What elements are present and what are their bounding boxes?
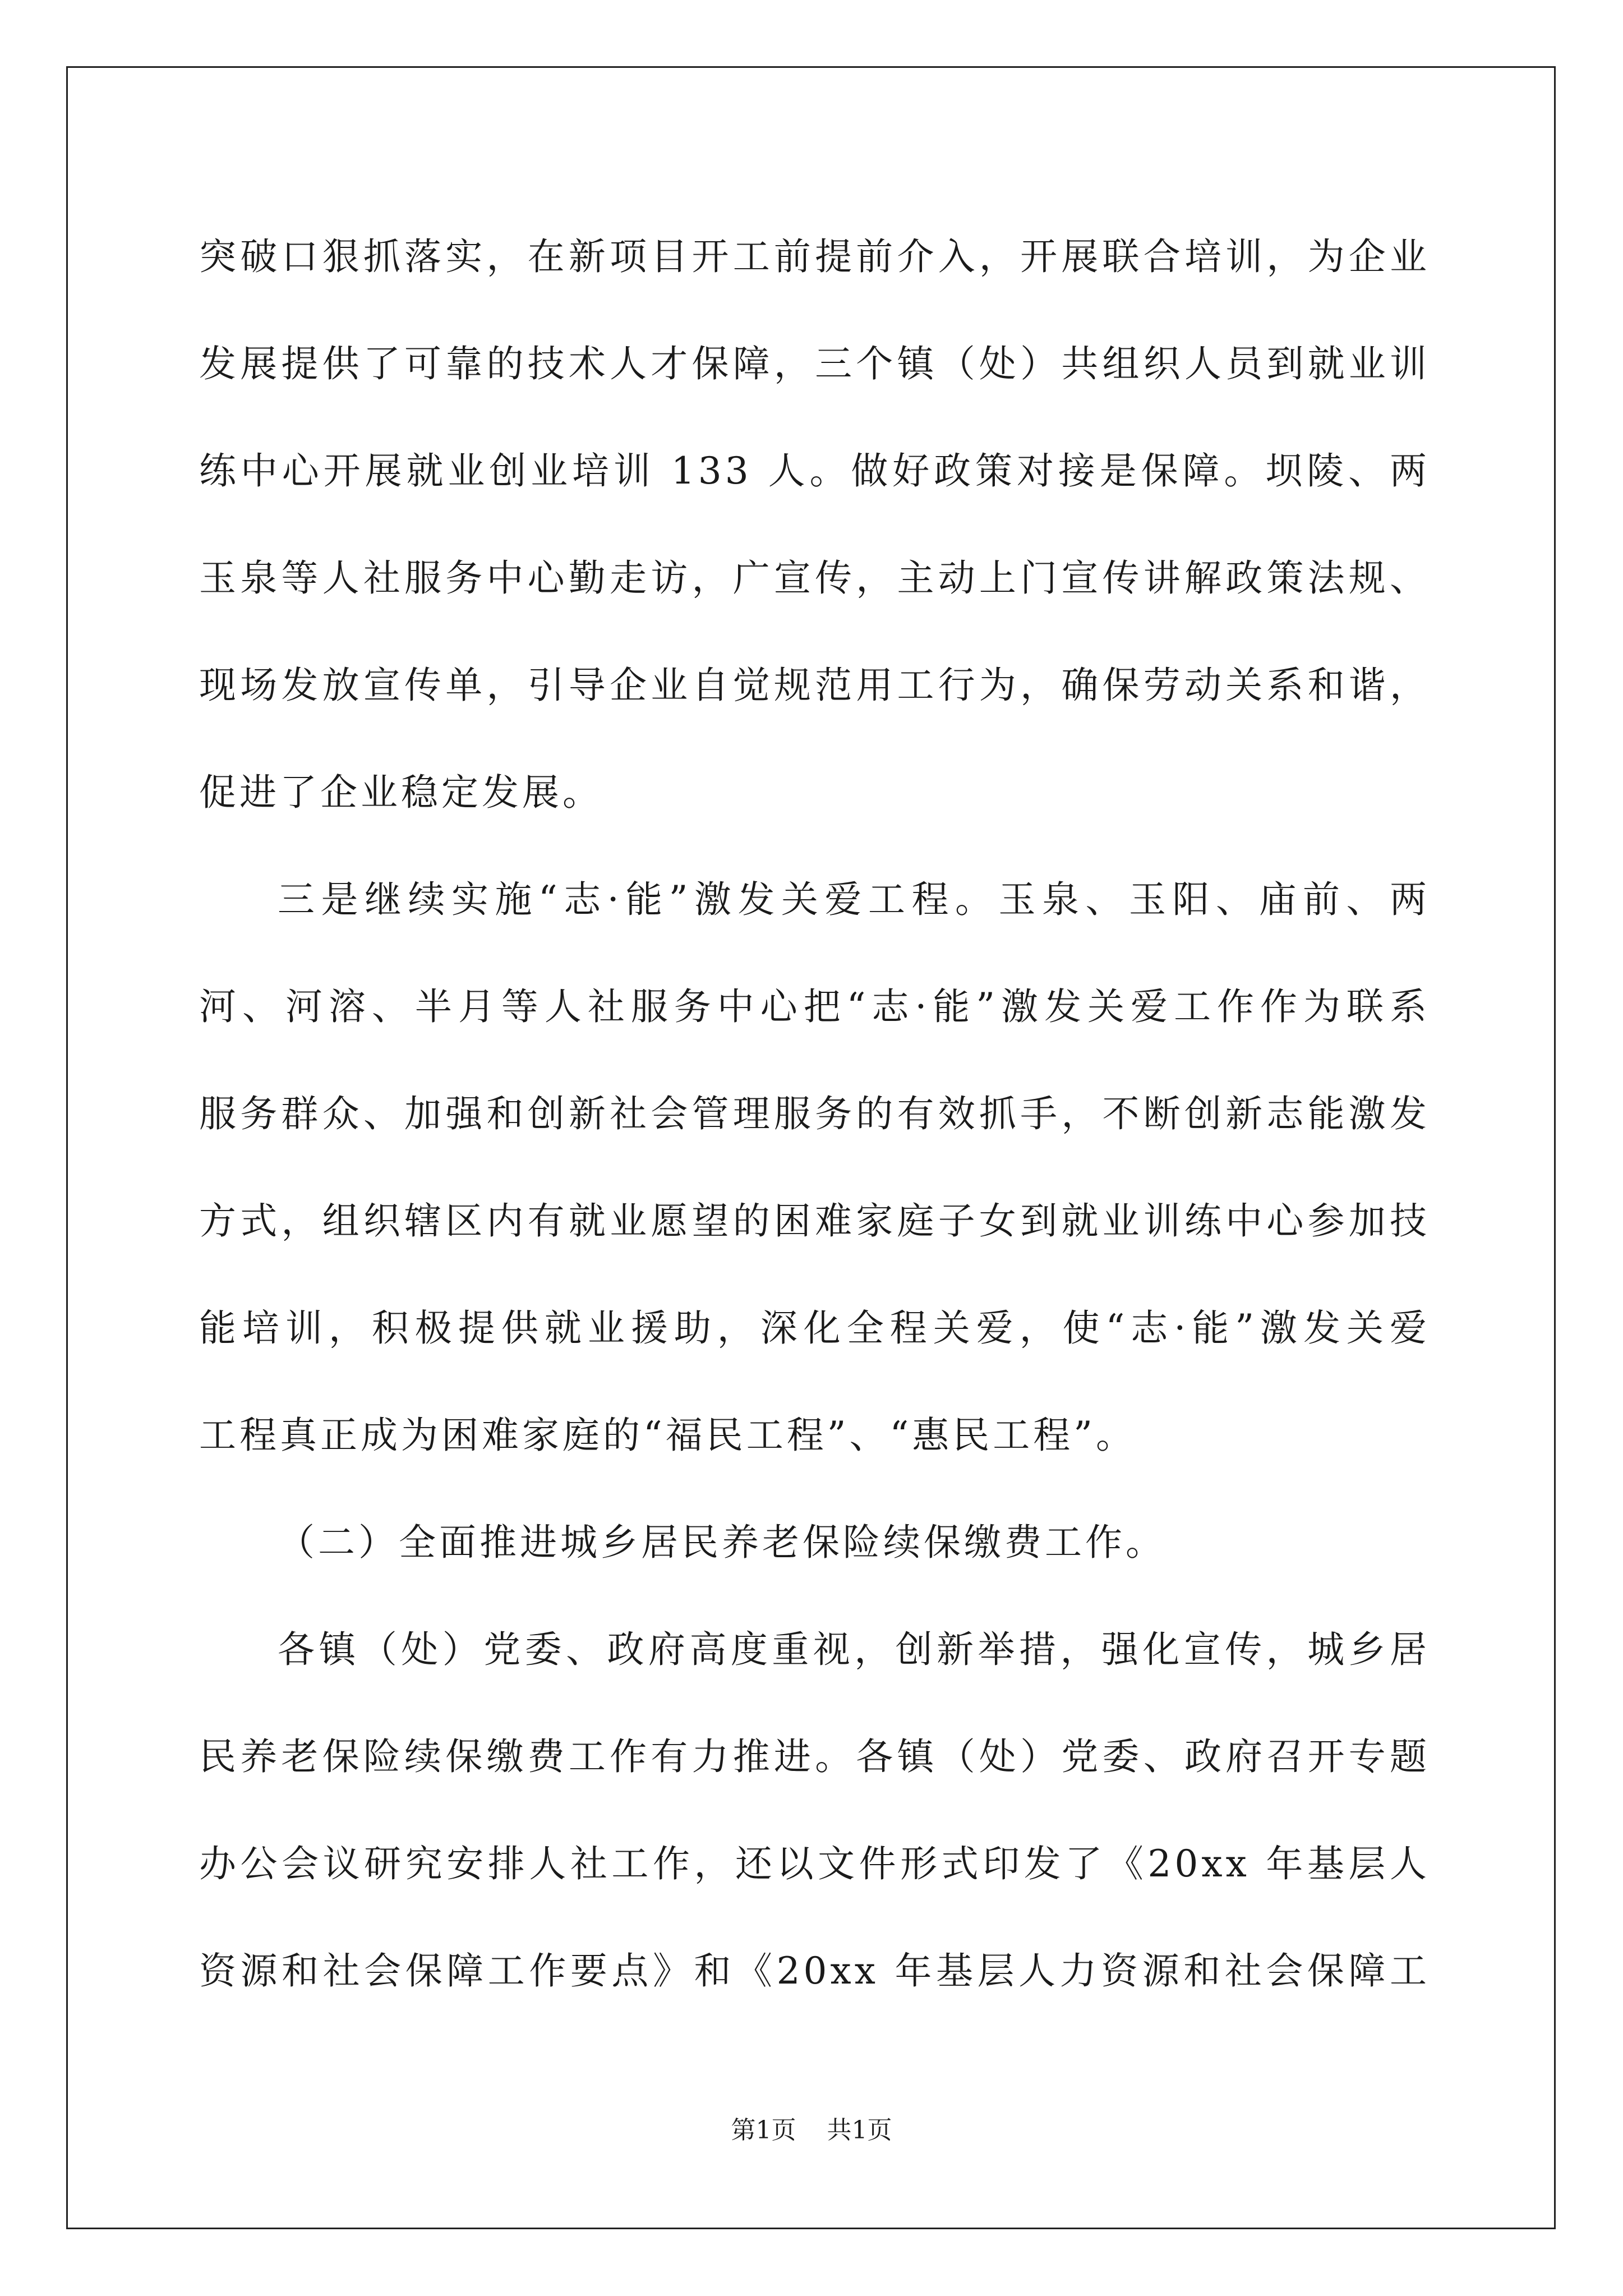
text-line: 玉泉等人社服务中心勤走访，广宣传，主动上门宣传讲解政策法规、 — [199, 556, 1430, 600]
text-line: 能培训，积极提供就业援助，深化全程关爱，使“志·能”激发关爱 — [199, 1306, 1430, 1350]
page-number: 第1页 — [731, 2116, 796, 2145]
paragraph-first-line: 各镇（处）党委、政府高度重视，创新举措，强化宣传，城乡居 — [278, 1628, 1430, 1671]
section-heading: （二）全面推进城乡居民养老保险续保缴费工作。 — [278, 1521, 1166, 1564]
text-line: 资源和社会保障工作要点》和《20xx 年基层人力资源和社会保障工 — [199, 1949, 1430, 1993]
text-line: 办公会议研究安排人社工作，还以文件形式印发了《20xx 年基层人 — [199, 1842, 1430, 1885]
text-line: 河、河溶、半月等人社服务中心把“志·能”激发关爱工作作为联系 — [199, 985, 1430, 1028]
page-footer — [0, 2114, 1623, 2147]
text-line: 促进了企业稳定发展。 — [199, 771, 603, 814]
text-line: 民养老保险续保缴费工作有力推进。各镇（处）党委、政府召开专题 — [199, 1735, 1430, 1778]
document-body — [199, 203, 1430, 2024]
text-line: 练中心开展就业创业培训 133 人。做好政策对接是保障。坝陵、两 — [199, 449, 1430, 493]
text-line: 工程真正成为困难家庭的“福民工程”、“惠民工程”。 — [199, 1414, 1136, 1457]
text-line: 服务群众、加强和创新社会管理服务的有效抓手，不断创新志能激发 — [199, 1092, 1430, 1135]
text-line: 现场发放宣传单，引导企业自觉规范用工行为，确保劳动关系和谐， — [199, 664, 1430, 707]
text-line: 发展提供了可靠的技术人才保障，三个镇（处）共组织人员到就业训 — [199, 342, 1430, 385]
paragraph-first-line: 三是继续实施“志·能”激发关爱工程。玉泉、玉阳、庙前、两 — [278, 878, 1430, 921]
page-total: 共1页 — [827, 2116, 892, 2145]
text-line: 方式，组织辖区内有就业愿望的困难家庭子女到就业训练中心参加技 — [199, 1199, 1430, 1243]
text-line: 突破口狠抓落实，在新项目开工前提前介入，开展联合培训，为企业 — [199, 235, 1430, 278]
